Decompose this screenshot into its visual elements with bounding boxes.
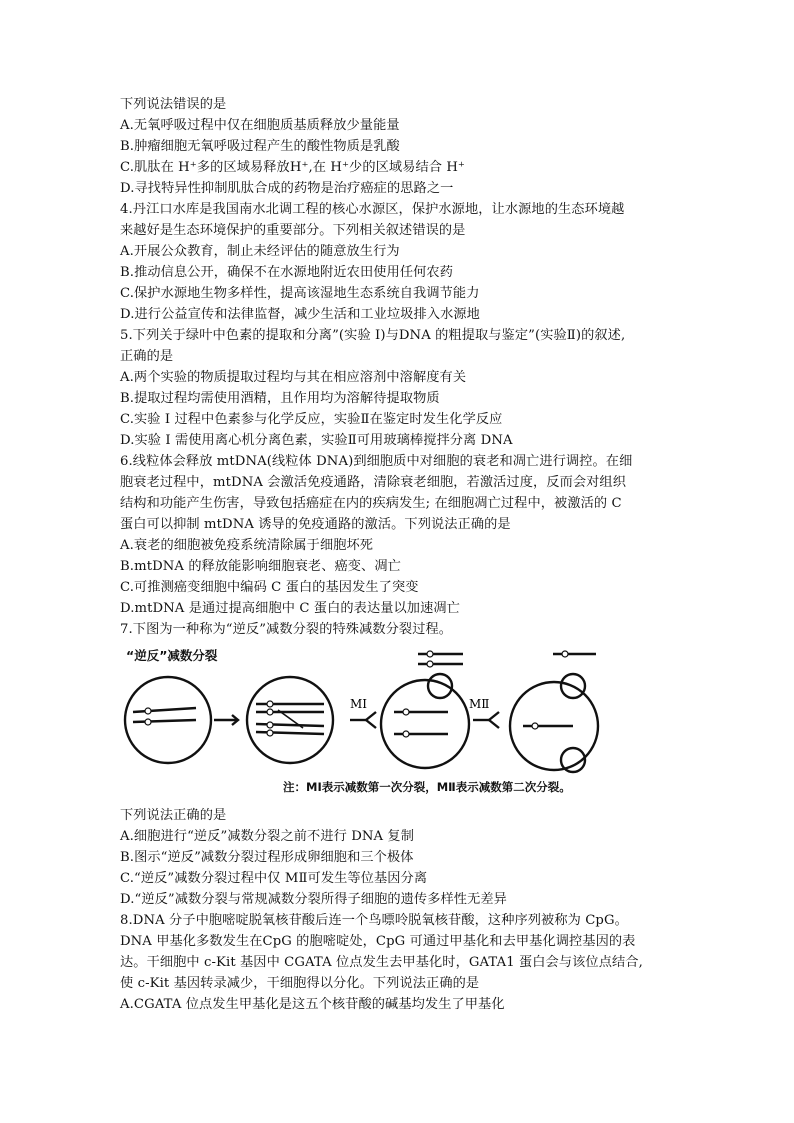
question-4-stem: 4.丹江口水库是我国南水北调工程的核心水源区，保护水源地，让水源地的生态环境越 [120, 202, 625, 217]
text-line: D.寻找特异性抑制肌肽合成的药物是治疗癌症的思路之一 [120, 181, 454, 196]
text-line: DNA 甲基化多数发生在CpG 的胞嘧啶处，CpG 可通过甲基化和去甲基化调控基因的表 [120, 934, 636, 949]
text-line: A.CGATA 位点发生甲基化是这五个核苷酸的碱基均发生了甲基化 [120, 997, 505, 1012]
text-line: C.保护水源地生物多样性，提高该湿地生态系统自我调节能力 [120, 286, 480, 301]
text-line: A.两个实验的物质提取过程均与其在相应溶剂中溶解度有关 [120, 370, 467, 385]
text-line: C.可推测癌变细胞中编码 C 蛋白的基因发生了突变 [120, 580, 419, 595]
reverse-meiosis-figure [118, 642, 618, 800]
mii-label: MⅡ [469, 697, 490, 711]
text-line: 结构和功能产生伤害，导致包括癌症在内的疾病发生; 在细胞凋亡过程中，被激活的 C [120, 496, 622, 511]
figure-title: “逆反”减数分裂 [126, 648, 218, 663]
text-line: B.mtDNA 的释放能影响细胞衰老、癌变、凋亡 [120, 559, 401, 574]
question-7-stem: 7.下图为一种称为“逆反”减数分裂的特殊减数分裂过程。 [120, 622, 453, 637]
text-line: 来越好是生态环境保护的重要部分。下列相关叙述错误的是 [120, 223, 466, 238]
mi-label: MⅠ [350, 697, 368, 711]
text-line: 蛋白可以抑制 mtDNA 诱导的免疫通路的激活。下列说法正确的是 [120, 517, 511, 532]
text-line: D.实验 I 需使用离心机分离色素，实验Ⅱ可用玻璃棒搅拌分离 DNA [120, 433, 513, 448]
text-line: B.推动信息公开，确保不在水源地附近农田使用任何农药 [120, 265, 453, 280]
text-line: B.提取过程均需使用酒精，且作用均为溶解待提取物质 [120, 391, 440, 406]
text-line: A.细胞进行“逆反”减数分裂之前不进行 DNA 复制 [120, 829, 415, 844]
cell-2-circle [247, 677, 333, 763]
text-line: D.mtDNA 是通过提高细胞中 C 蛋白的表达量以加速凋亡 [120, 601, 460, 616]
text-line: C.实验 I 过程中色素参与化学反应，实验Ⅱ在鉴定时发生化学反应 [120, 412, 503, 427]
question-6-stem: 6.线粒体会释放 mtDNA(线粒体 DNA)到细胞质中对细胞的衰老和凋亡进行调控。在细 [120, 454, 633, 469]
text-line: A.无氧呼吸过程中仅在细胞质基质释放少量能量 [120, 118, 400, 133]
text-line: B.图示“逆反”减数分裂过程形成卵细胞和三个极体 [120, 850, 414, 865]
text-line: B.肿瘤细胞无氧呼吸过程产生的酸性物质是乳酸 [120, 139, 400, 154]
text-line: D.“逆反”减数分裂与常规减数分裂所得子细胞的遗传多样性无差异 [120, 892, 507, 907]
text-line: 胞衰老过程中，mtDNA 会激活免疫通路，清除衰老细胞，若激活过度，反而会对组织 [120, 475, 627, 490]
figure-note: 注：MⅠ表示减数第一次分裂，MⅡ表示减数第二次分裂。 [283, 780, 571, 794]
text-line: 使 c-Kit 基因转录减少，干细胞得以分化。下列说法正确的是 [120, 976, 480, 991]
text-line: A.衰老的细胞被免疫系统清除属于细胞坏死 [120, 538, 374, 553]
text-line: 达。干细胞中 c-Kit 基因中 CGATA 位点发生去甲基化时，GATA1 蛋白会与该位点结合, [120, 955, 643, 970]
text-line: C.“逆反”减数分裂过程中仅 MⅡ可发生等位基因分离 [120, 871, 428, 886]
question-5-stem: 5.下列关于绿叶中色素的提取和分离”(实验 I)与DNA 的粗提取与鉴定”(实验Ⅱ)的叙述, [120, 328, 626, 343]
text-line: C.肌肽在 H⁺多的区域易释放H⁺,在 H⁺少的区域易结合 H⁺ [120, 160, 465, 175]
text-line: 下列说法正确的是 [120, 808, 227, 823]
text-line: A.开展公众教育，制止未经评估的随意放生行为 [120, 244, 400, 259]
text-line: 下列说法错误的是 [120, 97, 227, 112]
question-8-stem: 8.DNA 分子中胞嘧啶脱氧核苷酸后连一个鸟嘌呤脱氧核苷酸，这种序列被称为 CpG。 [120, 913, 628, 928]
text-line: 正确的是 [120, 349, 174, 364]
cell-3-circle [381, 680, 469, 768]
meiosis-diagram [118, 642, 618, 777]
text-line: D.进行公益宣传和法律监督，减少生活和工业垃圾排入水源地 [120, 307, 480, 322]
